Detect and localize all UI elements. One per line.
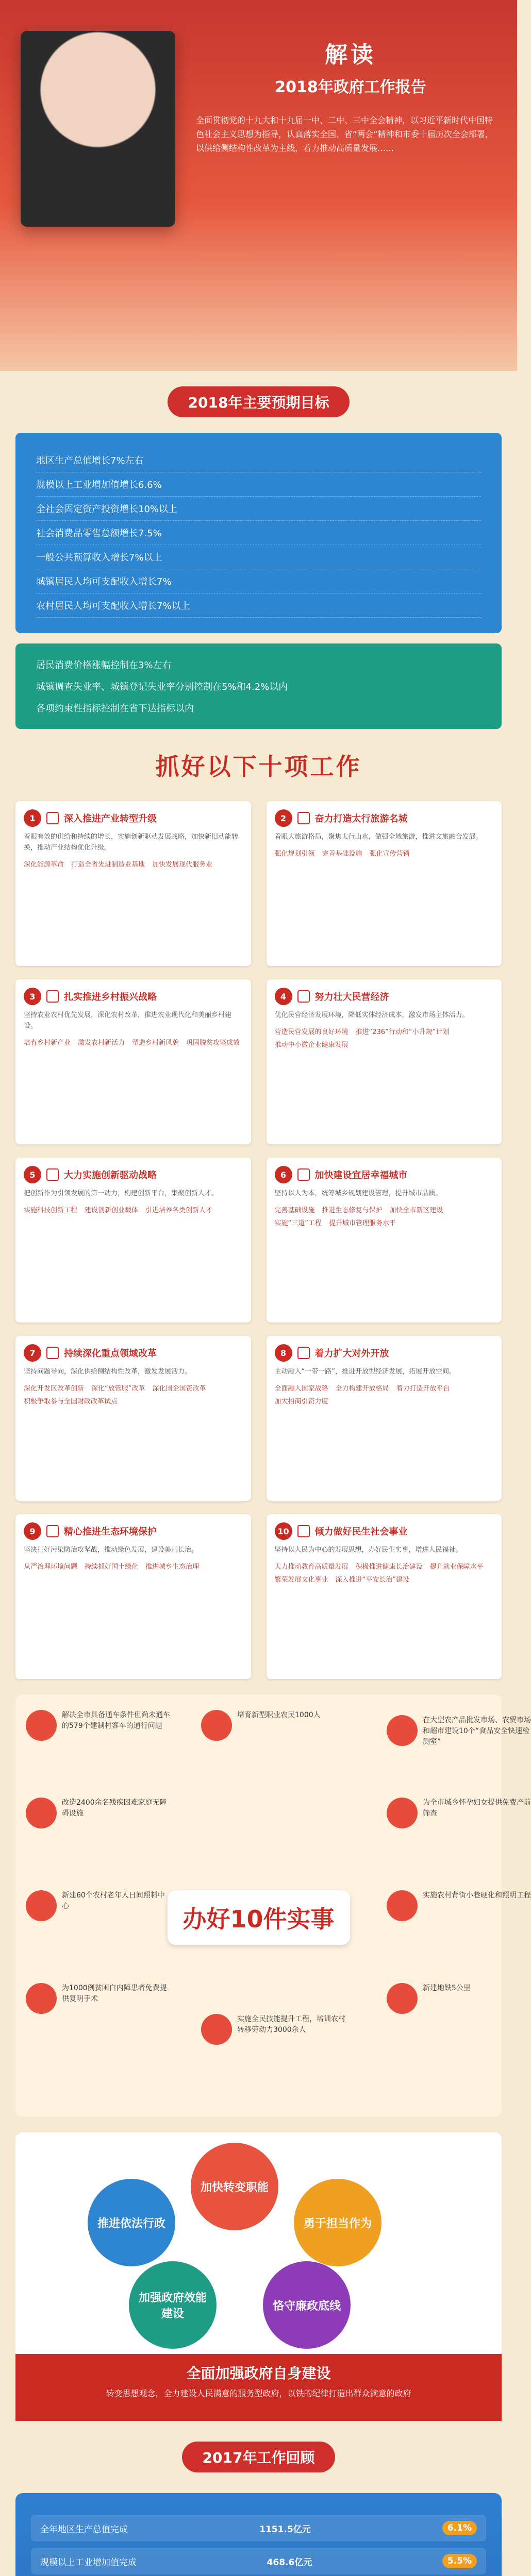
- speaker-portrait: [21, 31, 175, 227]
- targets-list-secondary: [15, 643, 502, 729]
- task-tags: [24, 1205, 243, 1214]
- task-tag: 建设创新创业载体: [85, 1206, 139, 1214]
- task-tag: 打造全省先进制造业基地: [71, 860, 145, 869]
- practical-icon: [201, 1710, 232, 1741]
- practical-item: 解决全市具备通车条件但尚未通车的579个建制村客车的通行问题: [62, 1711, 170, 1730]
- task-icon: [46, 812, 59, 824]
- gov-self-building: [15, 2132, 502, 2421]
- practical-icon: [26, 1798, 57, 1828]
- task-tag: 全力构建开放格局: [335, 1384, 389, 1393]
- task-tag: 推动中小微企业健康发展: [274, 1041, 349, 1049]
- task-desc: 着眼大旅游格局，聚焦太行山水，做强全域旅游，推进文旅融合发展。: [274, 833, 483, 841]
- task-number: 6: [275, 1166, 292, 1183]
- task-tag: 营造民营发展的良好环境: [274, 1028, 349, 1036]
- task-desc: 坚持农业农村优先发展，深化农村改革，推进农业现代化和美丽乡村建设。: [24, 1011, 232, 1030]
- task-card: [15, 1514, 251, 1679]
- task-tag: 全面融入国家战略: [274, 1384, 328, 1393]
- task-desc: 坚持问题导向，深化供给侧结构性改革，激发发展活力。: [24, 1368, 192, 1376]
- task-card: [267, 1336, 502, 1501]
- task-card: [15, 1336, 251, 1501]
- task-tag: 着力打造开放平台: [396, 1384, 450, 1393]
- gov-banner-sub: 转变思想观念，全力建设人民满意的服务型政府，以铁的纪律打造出群众满意的政府: [106, 2388, 411, 2398]
- petal-transform: 加快转变职能: [191, 2143, 278, 2230]
- task-desc: 坚持以人为本，统筹城乡规划建设管理，提升城市品质。: [274, 1190, 442, 1197]
- task-tag: 推进“236”行动和“小升规”计划: [355, 1028, 450, 1036]
- task-number: 1: [24, 809, 41, 827]
- task-desc: 坚决打好污染防治攻坚战，推动绿色发展，建设美丽长治。: [24, 1546, 198, 1554]
- task-tag: 推进生态修复与保护: [322, 1206, 383, 1214]
- task-tag: 推进城乡生态治理: [145, 1563, 200, 1571]
- header-banner: [0, 0, 517, 371]
- title-line1: 解读: [325, 42, 376, 68]
- practical-icon: [201, 2014, 232, 2045]
- target-row: 一般公共预算收入增长7%以上: [36, 545, 481, 569]
- task-head: [275, 1344, 494, 1362]
- task-title: 加快建设宜居幸福城市: [314, 1170, 408, 1181]
- practical-item: 新建地铁5公里: [423, 1984, 471, 1992]
- target-row: 城镇居民人均可支配收入增长7%: [36, 569, 481, 594]
- header-title: [217, 36, 485, 97]
- practical-item: 为1000例贫困白内障患者免费提供复明手术: [62, 1984, 167, 2003]
- practical-item: 改造2400余名残疾困难家庭无障碍设施: [62, 1799, 167, 1818]
- task-head: [275, 1522, 494, 1540]
- task-tag: 引进培养各类创新人才: [145, 1206, 213, 1214]
- practical-icon: [26, 1710, 57, 1741]
- task-tags: [275, 1026, 494, 1049]
- review-heading-pill: 2017年工作回顾: [182, 2442, 336, 2472]
- task-number: 5: [24, 1166, 41, 1183]
- task-tag: 深入推进“平安长治”建设: [335, 1575, 409, 1584]
- task-tag: 提升城市管理服务水平: [328, 1219, 396, 1227]
- task-tag: 完善基础设施: [322, 850, 362, 858]
- practical-item: 实施农村背街小巷硬化和照明工程: [423, 1891, 531, 1900]
- practical-title: 办好10件实事: [167, 1890, 350, 1945]
- task-number: 2: [275, 809, 292, 827]
- tasks-heading-text: 抓好以下十项工作: [155, 753, 362, 781]
- task-tag: 繁荣发展文化事业: [274, 1575, 328, 1584]
- task-number: 7: [24, 1344, 41, 1362]
- intro-paragraph: 全面贯彻党的十九大和十九届一中、二中、三中全会精神，以习近平新时代中国特色社会主义思想为指导，认真落实全国、省“两会”精神和市委十届历次全会部署，以供给侧结构性改革为主线，着力推动高质量发展……: [196, 115, 493, 154]
- target-row: 全社会固定资产投资增长10%以上: [36, 497, 481, 521]
- task-title: 持续深化重点领域改革: [64, 1348, 157, 1359]
- task-tag: 加快发展现代服务业: [152, 860, 213, 869]
- task-tags: [24, 1037, 243, 1047]
- task-desc: 着眼有效的供给和持续的增长，实施创新驱动发展战略，加快新旧动能转换，推动产业结构优化升级。: [24, 833, 239, 852]
- practical-item: 实施全民技能提升工程，培训农村转移劳动力3000余人: [237, 2015, 345, 2034]
- task-icon: [46, 990, 59, 1003]
- practical-item: 新建60个农村老年人日间照料中心: [62, 1891, 165, 1910]
- task-card: [267, 1514, 502, 1679]
- petal-responsibility: 勇于担当作为: [294, 2179, 381, 2266]
- task-tags: [24, 859, 243, 869]
- task-number: 8: [275, 1344, 292, 1362]
- petal-efficiency: 加强政府效能建设: [129, 2261, 217, 2349]
- task-icon: [297, 1168, 310, 1181]
- task-tags: [275, 1383, 494, 1405]
- task-tag: 大力推动教育高质量发展: [274, 1563, 349, 1571]
- task-tag: 从严治理环境问题: [24, 1563, 78, 1571]
- review-label: 规模以上工业增加值完成: [40, 2557, 137, 2568]
- task-desc: 主动融入“一带一路”，推进开放型经济发展，拓展开放空间。: [274, 1368, 456, 1376]
- task-card: [267, 979, 502, 1144]
- task-tags: [275, 848, 494, 858]
- task-tag: 激发农村新活力: [78, 1039, 125, 1047]
- task-icon: [297, 1525, 310, 1537]
- task-tag: 深化“放管服”改革: [91, 1384, 145, 1393]
- tasks-grid: [15, 801, 502, 1679]
- task-tag: 实施科技创新工程: [24, 1206, 78, 1214]
- task-icon: [297, 1347, 310, 1359]
- targets-heading-pill: 2018年主要预期目标: [168, 386, 350, 417]
- task-tags: [275, 1561, 494, 1584]
- task-title: 努力壮大民营经济: [314, 992, 389, 1003]
- petal-integrity: 恪守廉政底线: [263, 2261, 351, 2349]
- practical-item: 为全市城乡怀孕妇女提供免费产前筛查: [423, 1799, 531, 1818]
- task-icon: [46, 1347, 59, 1359]
- task-tag: 深化国企国资改革: [152, 1384, 206, 1393]
- review-label: 全年地区生产总值完成: [40, 2524, 128, 2535]
- gov-banner: [15, 2354, 502, 2421]
- task-icon: [46, 1525, 59, 1537]
- task-icon: [46, 1168, 59, 1181]
- targets-list: [15, 433, 502, 633]
- gov-banner-title: 全面加强政府自身建设: [186, 2365, 331, 2382]
- target-row: 农村居民人均可支配收入增长7%以上: [36, 594, 481, 618]
- task-tags: [24, 1383, 243, 1405]
- task-desc: 坚持以人民为中心的发展思想，办好民生实事，增进人民福祉。: [274, 1546, 462, 1554]
- task-head: [275, 809, 494, 827]
- target-row: 居民消费价格涨幅控制在3%左右: [36, 660, 172, 671]
- task-title: 扎实推进乡村振兴战略: [64, 992, 157, 1003]
- task-tag: 强化宣传营销: [369, 850, 410, 858]
- practical-item: 在大型农产品批发市场、农贸市场和超市建设10个“食品安全快速检测室”: [423, 1716, 531, 1746]
- target-row: 规模以上工业增加值增长6.6%: [36, 472, 481, 497]
- review-panel: [15, 2493, 502, 2576]
- task-tag: 加大招商引资力度: [274, 1397, 328, 1405]
- review-row: [31, 2548, 486, 2574]
- task-number: 9: [24, 1522, 41, 1540]
- target-row: 城镇调查失业率、城镇登记失业率分别控制在5%和4.2%以内: [36, 682, 288, 692]
- task-card: [15, 979, 251, 1144]
- task-tag: 积极推进健康长治建设: [355, 1563, 423, 1571]
- task-tag: 塑造乡村新风貌: [132, 1039, 179, 1047]
- task-head: [24, 988, 243, 1005]
- task-title: 精心推进生态环境保护: [64, 1527, 157, 1537]
- practical-icon: [387, 1890, 418, 1921]
- review-growth: 6.1%: [442, 2521, 477, 2535]
- task-desc: 优化民营经济发展环境，降低实体经济成本，激发市场主体活力。: [274, 1011, 469, 1019]
- task-card: [15, 1158, 251, 1323]
- practical-icon: [387, 1983, 418, 2014]
- task-icon: [297, 990, 310, 1003]
- task-head: [24, 1522, 243, 1540]
- task-icon: [297, 812, 310, 824]
- task-title: 着力扩大对外开放: [314, 1348, 389, 1359]
- task-tag: 培育乡村新产业: [24, 1039, 71, 1047]
- task-number: 4: [275, 988, 292, 1005]
- task-tag: 巩固脱贫攻坚成效: [186, 1039, 240, 1047]
- task-tag: 实施“三道”工程: [274, 1219, 322, 1227]
- title-line2: 2018年政府工作报告: [275, 78, 426, 96]
- practical-icon: [387, 1715, 418, 1746]
- task-title: 深入推进产业转型升级: [64, 814, 157, 824]
- task-title: 奋力打造太行旅游名城: [314, 814, 408, 824]
- task-tag: 提升就业保障水平: [429, 1563, 484, 1571]
- task-tag: 加快全市新区建设: [389, 1206, 443, 1214]
- task-number: 10: [275, 1522, 292, 1540]
- task-head: [275, 1166, 494, 1183]
- task-desc: 把创新作为引领发展的第一动力，构建创新平台，集聚创新人才。: [24, 1190, 219, 1197]
- task-number: 3: [24, 988, 41, 1005]
- task-tag: 积极争取参与全国财政改革试点: [24, 1397, 118, 1405]
- task-card: [267, 801, 502, 966]
- tasks-heading: [0, 744, 517, 786]
- task-tag: 完善基础设施: [274, 1206, 315, 1214]
- review-heading: [0, 2436, 517, 2478]
- review-value: 468.6亿元: [267, 2557, 312, 2568]
- task-card: [15, 801, 251, 966]
- task-tag: 持续抓好国土绿化: [85, 1563, 139, 1571]
- task-head: [24, 1166, 243, 1183]
- task-tag: 深化能源革命: [24, 860, 64, 869]
- task-tag: 强化规划引领: [274, 850, 315, 858]
- task-title: 倾力做好民生社会事业: [314, 1527, 408, 1537]
- task-head: [24, 1344, 243, 1362]
- task-title: 大力实施创新驱动战略: [64, 1170, 157, 1181]
- task-card: [267, 1158, 502, 1323]
- practical-item: 培育新型职业农民1000人: [237, 1711, 321, 1719]
- target-row: 社会消费品零售总额增长7.5%: [36, 521, 481, 545]
- petal-law: 推进依法行政: [88, 2179, 175, 2266]
- task-tag: 深化开发区改革创新: [24, 1384, 85, 1393]
- practical-icon: [387, 1798, 418, 1828]
- practical-icon: [26, 1890, 57, 1921]
- target-row: 地区生产总值增长7%左右: [36, 448, 481, 472]
- targets-heading: [0, 381, 517, 422]
- task-head: [24, 809, 243, 827]
- review-growth: 5.5%: [442, 2554, 477, 2568]
- task-head: [275, 988, 494, 1005]
- task-tags: [24, 1561, 243, 1571]
- review-value: 1151.5亿元: [259, 2524, 311, 2535]
- review-row: [31, 2515, 486, 2541]
- task-tags: [275, 1205, 494, 1227]
- practical-matters: [15, 1694, 531, 2117]
- practical-icon: [26, 1983, 57, 2014]
- target-row: 各项约束性指标控制在省下达指标以内: [36, 703, 194, 714]
